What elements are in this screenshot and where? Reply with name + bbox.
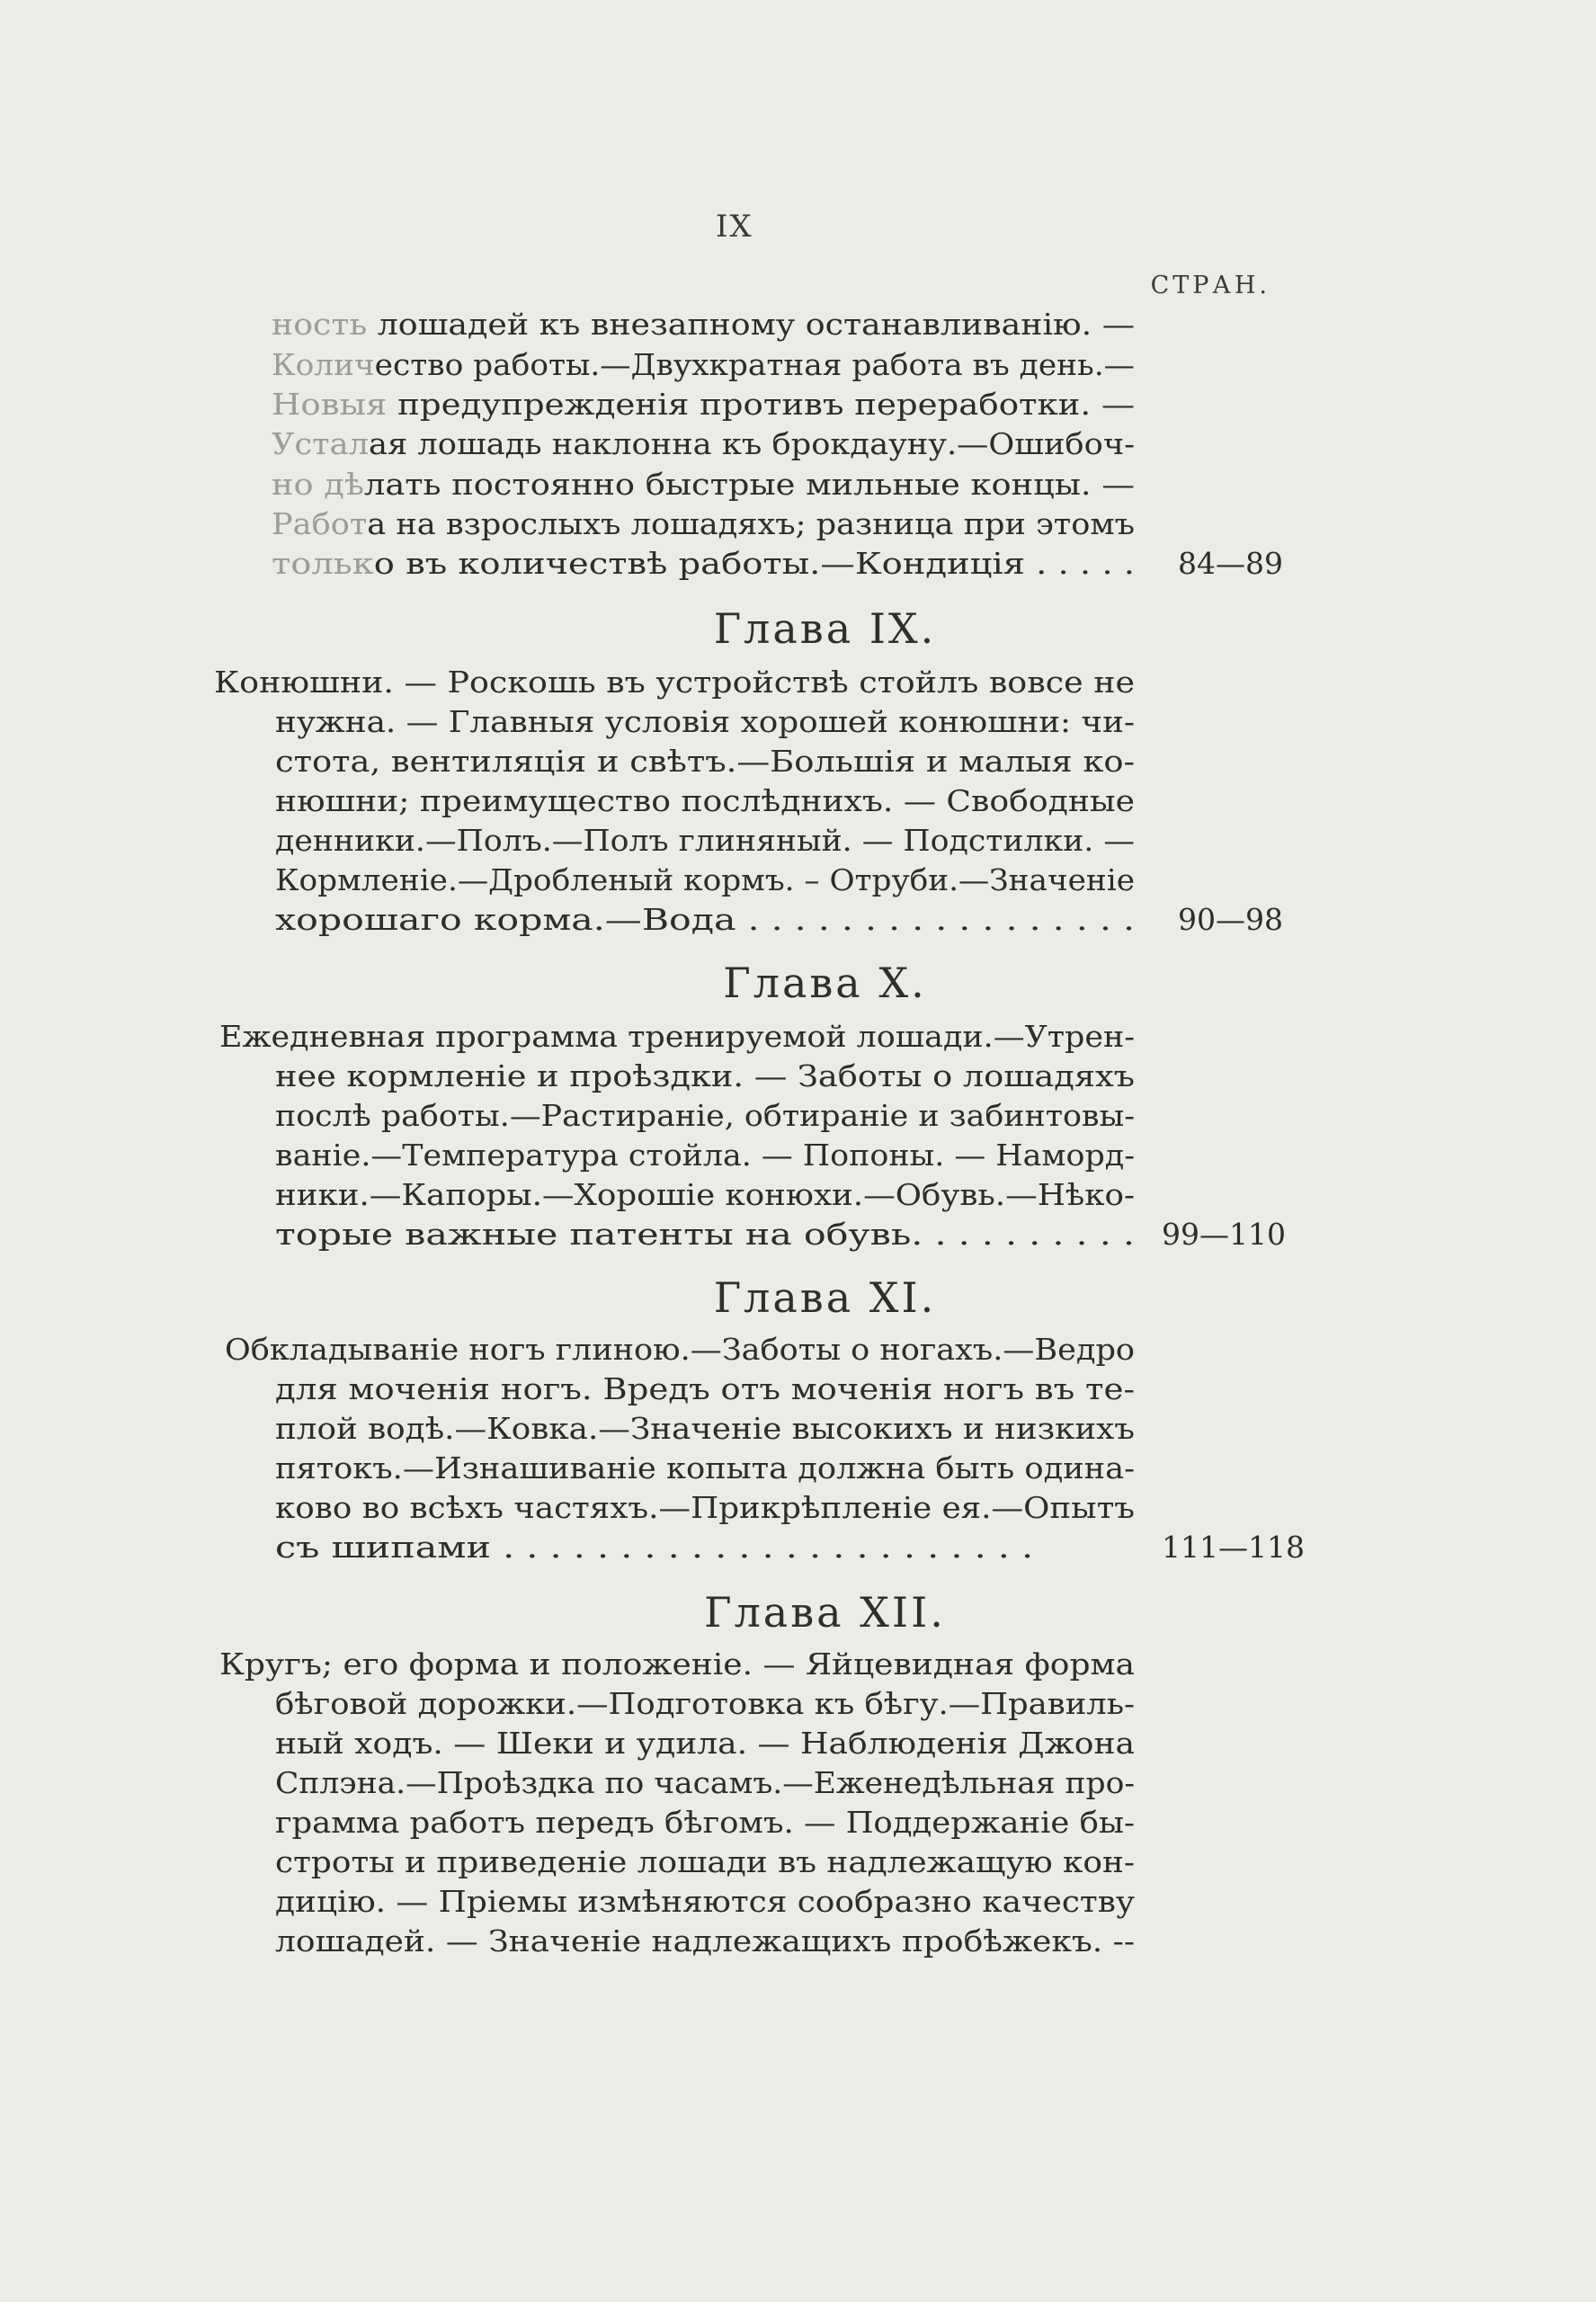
toc-line: строты и приведеніе лошади въ надлежащую кон- bbox=[275, 1844, 1135, 1879]
page-folio: IX bbox=[716, 209, 753, 245]
toc-line: Новыя предупрежденія противъ переработки. — bbox=[272, 387, 1136, 422]
toc-line: Ежедневная программа тренируемой лошади.—Утрен- bbox=[219, 1019, 1135, 1054]
toc-line: хорошаго корма.—Вода . . . . . . . . . . . . . . . . . bbox=[275, 902, 1135, 937]
toc-line: но дѣлать постоянно быстрые мильные концы. — bbox=[272, 467, 1135, 502]
toc-line: денники.—Полъ.—Полъ глиняный. — Подстилки. — bbox=[275, 823, 1135, 858]
toc-line: ники.—Капоры.—Хорошіе конюхи.—Обувь.—Нѣко- bbox=[275, 1177, 1135, 1212]
page-range: 84—89 bbox=[1178, 546, 1283, 581]
toc-line: ность лошадей къ внезапному останавливанію. — bbox=[272, 307, 1136, 342]
toc-line: Обкладываніе ногъ глиною.—Заботы о ногахъ.—Ведро bbox=[225, 1332, 1135, 1367]
toc-line: ный ходъ. — Шеки и удила. — Наблюденія Джона bbox=[275, 1726, 1135, 1761]
chapter-title: Глава IX. bbox=[713, 604, 937, 653]
toc-line: пятокъ.—Изнашиваніе копыта должна быть одина- bbox=[275, 1450, 1135, 1486]
toc-line: Сплэна.—Проѣздка по часамъ.—Еженедѣльная про- bbox=[275, 1765, 1135, 1800]
toc-line: Кругъ; его форма и положеніе. — Яйцевидная форма bbox=[219, 1646, 1135, 1682]
toc-line: ково во всѣхъ частяхъ.—Прикрѣпленіе ея.—Опытъ bbox=[275, 1490, 1135, 1525]
toc-line: Усталая лошадь наклонна къ брокдауну.—Ошибоч- bbox=[272, 426, 1135, 461]
toc-line: только въ количествѣ работы.—Кондиція . . . . . bbox=[272, 546, 1136, 581]
toc-line: Конюшни. — Роскошь въ устройствѣ стойлъ вовсе не bbox=[214, 665, 1135, 700]
toc-line: съ шипами . . . . . . . . . . . . . . . . . . . . . . . bbox=[275, 1530, 1034, 1565]
toc-line: лошадей. — Значеніе надлежащихъ пробѣжекъ. -- bbox=[275, 1923, 1135, 1958]
page-range: 111—118 bbox=[1162, 1530, 1305, 1565]
toc-line: плой водѣ.—Ковка.—Значеніе высокихъ и низкихъ bbox=[275, 1411, 1135, 1446]
page-range: 99—110 bbox=[1162, 1217, 1286, 1252]
chapter-title: Глава XII. bbox=[704, 1588, 946, 1637]
toc-line: стота, вентиляція и свѣтъ.—Большія и малыя ко- bbox=[275, 744, 1135, 779]
toc-line: ваніе.—Температура стойла. — Попоны. — Наморд- bbox=[275, 1138, 1135, 1173]
toc-line: дицію. — Пріемы измѣняются сообразно качеству bbox=[275, 1884, 1135, 1919]
toc-line: нюшни; преимущество послѣднихъ. — Свободные bbox=[275, 783, 1135, 818]
toc-line: бѣговой дорожки.—Подготовка къ бѣгу.—Правиль- bbox=[275, 1686, 1135, 1721]
toc-line: грамма работъ передъ бѣгомъ. — Поддержаніе бы- bbox=[275, 1805, 1135, 1840]
toc-line: нее кормленіе и проѣздки. — Заботы о лошадяхъ bbox=[275, 1058, 1135, 1093]
chapter-title: Глава X. bbox=[723, 959, 927, 1007]
chapter-title: Глава XI. bbox=[713, 1273, 937, 1322]
toc-line: послѣ работы.—Растираніе, обтираніе и забинтовы- bbox=[275, 1098, 1135, 1133]
toc-line: Кормленіе.—Дробленый кормъ. – Отруби.—Значеніе bbox=[275, 862, 1135, 897]
pages-column-label: СТРАН. bbox=[1150, 272, 1271, 299]
toc-line: нужна. — Главныя условія хорошей конюшни: чи- bbox=[275, 704, 1135, 739]
page-range: 90—98 bbox=[1178, 902, 1283, 937]
toc-line: для моченія ногъ. Вредъ отъ моченія ногъ въ те- bbox=[275, 1371, 1135, 1406]
toc-line: Количество работы.—Двухкратная работа въ день.— bbox=[272, 347, 1136, 382]
toc-line: Работа на взрослыхъ лошадяхъ; разница при этомъ bbox=[272, 506, 1135, 541]
toc-line: торые важные патенты на обувь. . . . . . . . . . bbox=[275, 1217, 1135, 1252]
